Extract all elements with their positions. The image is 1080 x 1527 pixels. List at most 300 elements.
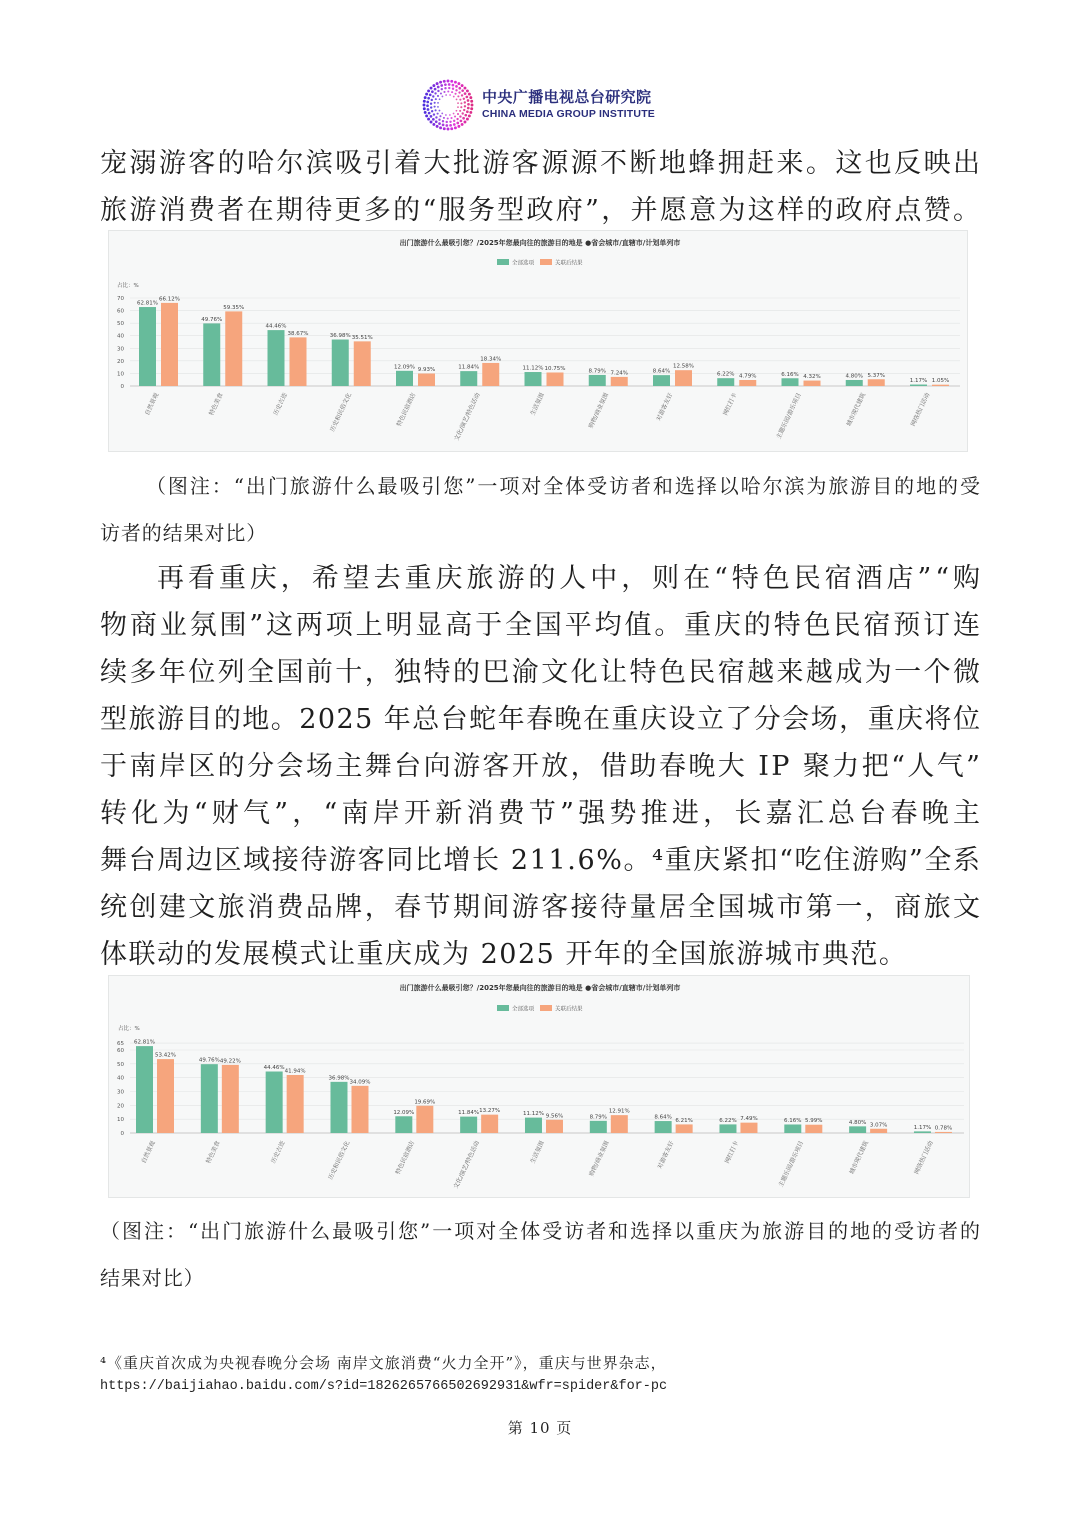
logo-dot: [437, 102, 439, 104]
bar-destination-11: [805, 1125, 822, 1133]
bar-destination-4: [351, 1086, 368, 1133]
bar-all-12: [846, 380, 863, 386]
logo-dot: [467, 107, 470, 110]
logo-dot: [448, 83, 451, 86]
logo-dot: [435, 109, 437, 111]
chart-chongqing-canvas: [108, 975, 970, 1198]
bar-all-8: [590, 1121, 607, 1133]
logo-dot: [454, 81, 457, 84]
logo-dot: [428, 112, 431, 115]
bar-value-label: 5.37%: [867, 372, 885, 379]
bar-value-label: 1.05%: [931, 378, 950, 385]
logo-dot: [441, 113, 443, 115]
y-tick-label: 40: [117, 1075, 124, 1082]
logo-dot: [464, 101, 466, 103]
caption-line: （图注：“出门旅游什么最吸引您”一项对全体受访者和选择以重庆为旅游目的地的受访者的: [100, 1219, 982, 1243]
page-number: 第 10 页: [507, 1419, 573, 1437]
logo-dot: [430, 121, 433, 124]
figure-caption-1: [100, 463, 980, 557]
bar-value-label: 59.35%: [223, 304, 245, 311]
logo-dot: [468, 93, 471, 96]
bar-value-label: 38.67%: [287, 330, 309, 337]
logo-dot: [453, 123, 456, 126]
bar-destination-12: [870, 1129, 887, 1133]
logo-dot: [447, 117, 449, 119]
bar-destination-11: [804, 381, 821, 386]
category-label: 对游客友好: [655, 391, 675, 423]
category-label: 历史古迹: [269, 1139, 287, 1165]
y-axis-label: 占比：%: [117, 283, 139, 289]
category-label: 生活氛围: [529, 391, 546, 417]
bar-value-label: 12.09%: [393, 1109, 415, 1116]
bar-destination-5: [418, 374, 435, 386]
bar-destination-2: [222, 1065, 239, 1133]
logo-dot: [458, 91, 460, 93]
logo-dot: [439, 115, 441, 117]
logo-dot: [445, 94, 447, 96]
logo-dot: [440, 92, 442, 94]
bar-destination-7: [546, 1120, 563, 1133]
bar-value-label: 18.34%: [480, 356, 502, 363]
logo-dot: [423, 104, 426, 107]
text-line: 物商业氛围”这两项上明显高于全国平均值。重庆的特色民宿预订连: [100, 610, 983, 641]
logo-dot: [467, 103, 470, 106]
logo-dot: [463, 109, 465, 111]
caption-line: 结果对比）: [100, 1266, 205, 1290]
logo-dot: [456, 118, 458, 120]
category-label: 特色美食: [208, 391, 225, 417]
logo-dot: [432, 95, 434, 97]
logo-dot: [445, 124, 448, 127]
bar-all-2: [203, 323, 220, 386]
category-label: 自然景观: [143, 391, 161, 417]
bar-destination-13: [935, 1132, 952, 1133]
bar-value-label: 11.84%: [458, 364, 480, 371]
logo-dot: [455, 89, 457, 91]
logo-dot: [462, 117, 465, 120]
bar-value-label: 8.79%: [588, 368, 606, 375]
category-label: 网络热门活动: [913, 1139, 935, 1176]
bar-value-label: 7.24%: [610, 370, 628, 377]
logo-dot: [424, 111, 427, 114]
chart-title: 出门旅游什么最吸引您？/2025年您最向往的旅游目的地是 ●省会城市/直辖市/计划单列市: [399, 984, 681, 992]
logo-dot: [424, 96, 427, 99]
category-label: 历史古迹: [272, 391, 289, 417]
logo-dot: [433, 113, 435, 115]
logo-dot: [454, 93, 456, 95]
logo-dot: [452, 84, 455, 87]
bar-all-13: [910, 385, 927, 386]
logo-dot: [430, 103, 432, 105]
y-tick-label: 10: [117, 1117, 124, 1124]
bar-all-4: [332, 340, 349, 386]
logo-dot: [466, 96, 469, 99]
y-tick-label: 50: [117, 321, 124, 328]
chart-harbin-canvas: [108, 230, 968, 452]
logo-dot: [459, 99, 461, 101]
logo-dot: [434, 92, 436, 94]
logo-dot: [457, 82, 460, 85]
text-line: 舞台周边区域接待游客同比增长 211.6%。⁴重庆紧扣“吃住游购”全系: [100, 845, 982, 876]
logo-dot: [443, 80, 446, 83]
logo-dot: [451, 91, 453, 93]
bar-all-5: [395, 1116, 412, 1133]
bar-all-12: [849, 1126, 866, 1133]
logo-dot: [439, 110, 441, 112]
category-label: 网红打卡: [722, 391, 739, 417]
logo-dot: [446, 121, 448, 123]
chart-harbin-comparison: [108, 230, 968, 452]
logo-dot: [463, 98, 465, 100]
category-label: 特色民宿酒店: [395, 391, 418, 428]
category-label: 历史和民俗文化: [328, 391, 354, 433]
bar-all-6: [460, 1117, 477, 1133]
bar-value-label: 8.64%: [652, 368, 671, 375]
logo-dot: [439, 126, 442, 129]
category-label: 城市现代建筑: [845, 391, 868, 428]
logo-dot: [436, 82, 439, 85]
logo-dot: [455, 85, 458, 88]
bar-value-label: 6.22%: [717, 371, 735, 378]
bar-destination-3: [287, 1075, 304, 1133]
bar-destination-3: [290, 337, 307, 386]
bar-value-label: 5.99%: [805, 1118, 823, 1125]
bar-value-label: 12.09%: [394, 364, 415, 371]
y-tick-label: 40: [117, 333, 124, 340]
bar-value-label: 19.69%: [414, 1099, 436, 1106]
bar-destination-4: [354, 341, 371, 386]
bar-value-label: 8.79%: [589, 1114, 608, 1121]
logo-dot: [437, 90, 439, 92]
bar-value-label: 53.42%: [155, 1052, 176, 1059]
bar-value-label: 49.22%: [219, 1058, 241, 1065]
logo-dot: [466, 89, 469, 92]
logo-dot: [471, 104, 474, 107]
logo-dot: [470, 107, 473, 110]
bar-value-label: 4.79%: [739, 373, 757, 380]
bar-value-label: 11.84%: [458, 1110, 480, 1117]
bar-destination-5: [416, 1106, 433, 1133]
bar-value-label: 49.76%: [201, 316, 223, 323]
logo-dot: [456, 122, 459, 125]
legend-swatch-destination: [540, 259, 552, 265]
bar-value-label: 62.81%: [134, 1039, 155, 1046]
footnote: [100, 1351, 980, 1399]
category-label: 自然景观: [140, 1139, 157, 1165]
logo-icon: [422, 79, 474, 131]
category-label: 文化/演艺/特色活动: [452, 1139, 481, 1191]
bar-value-label: 10.75%: [544, 365, 566, 372]
logo-dot: [464, 105, 466, 107]
logo-dot: [427, 108, 430, 111]
category-label: 特色民宿酒店: [394, 1139, 417, 1176]
body-paragraph-2: [100, 555, 985, 978]
logo-dot: [427, 118, 430, 121]
bar-value-label: 4.80%: [848, 1119, 867, 1126]
logo-dot: [432, 84, 435, 87]
logo-dot: [439, 81, 442, 84]
logo-dot: [468, 114, 471, 117]
logo-dot: [448, 87, 450, 89]
logo-dot: [425, 114, 428, 117]
text-line: 于南岸区的分会场主舞台向游客开放，借助春晚大 IP 聚力把“人气”: [100, 751, 983, 782]
logo-dot: [466, 118, 469, 121]
logo-dot: [426, 104, 429, 107]
bar-all-6: [460, 371, 477, 386]
y-tick-label: 0: [120, 1131, 124, 1137]
bar-destination-9: [676, 1124, 693, 1133]
logo-dot: [450, 80, 453, 83]
bar-value-label: 34.09%: [349, 1079, 371, 1086]
category-label: 历史和民俗文化: [327, 1139, 352, 1181]
logo-dot: [427, 97, 430, 100]
logo-dot: [443, 117, 445, 119]
bar-all-11: [784, 1124, 801, 1133]
bar-value-label: 12.91%: [608, 1108, 630, 1115]
bar-value-label: 1.17%: [913, 1124, 932, 1131]
category-label: 主题乐园/游乐项目: [777, 1139, 806, 1189]
legend-label-all: 全部选项: [512, 1006, 535, 1013]
bar-destination-13: [932, 385, 949, 386]
logo-dot: [434, 88, 437, 91]
logo-dot: [430, 87, 433, 90]
logo-dot: [453, 96, 455, 98]
logo-dot: [437, 113, 439, 115]
logo-dot: [462, 112, 464, 114]
logo-dot: [464, 121, 467, 124]
bar-value-label: 13.27%: [479, 1108, 501, 1115]
y-tick-label: 70: [117, 296, 124, 302]
logo-dot: [461, 89, 464, 92]
legend-label-all: 全部选项: [512, 260, 535, 267]
logo-dot: [453, 113, 455, 115]
logo-dot: [423, 107, 426, 110]
bar-destination-12: [868, 379, 885, 386]
logo-dot: [438, 122, 441, 125]
bar-destination-1: [157, 1059, 174, 1133]
logo-dot: [459, 110, 461, 112]
bar-destination-6: [481, 1115, 498, 1133]
y-tick-label: 30: [117, 346, 124, 353]
logo-dot: [461, 94, 463, 96]
logo-dot: [442, 120, 444, 122]
bar-value-label: 62.81%: [137, 300, 158, 307]
logo-dot: [456, 110, 458, 112]
y-tick-label: 0: [120, 384, 124, 390]
footnote-url: https://baijiahao.baidu.com/s?id=1826265766502692931&wfr=spider&for-pc: [100, 1379, 668, 1394]
bar-all-4: [330, 1082, 347, 1133]
bar-all-1: [136, 1046, 153, 1133]
logo-dot: [434, 106, 436, 108]
logo-dot: [457, 102, 459, 104]
bar-value-label: 4.32%: [803, 374, 821, 381]
logo-dot: [440, 84, 443, 87]
logo-dot: [431, 110, 433, 112]
logo-dot: [430, 115, 433, 118]
org-name-english: CHINA MEDIA GROUP INSTITUTE: [482, 108, 656, 120]
logo-dot: [456, 99, 458, 101]
y-tick-label: 20: [117, 358, 124, 365]
bar-destination-6: [482, 363, 499, 386]
bar-value-label: 7.49%: [740, 1116, 758, 1123]
bar-destination-8: [611, 1115, 628, 1133]
logo-dot: [464, 92, 467, 95]
category-label: 网络热门活动: [909, 391, 932, 428]
bar-value-label: 6.16%: [781, 371, 799, 378]
bar-all-9: [655, 1121, 672, 1133]
bar-value-label: 9.93%: [417, 367, 436, 374]
logo-dot: [445, 114, 447, 116]
logo-dots: [423, 80, 474, 131]
y-tick-label: 60: [117, 308, 124, 315]
bar-value-label: 44.46%: [265, 323, 287, 330]
category-label: 主题乐园/游乐项目: [775, 391, 803, 441]
logo-dot: [449, 114, 451, 116]
logo-dot: [453, 120, 455, 122]
logo-dot: [449, 124, 452, 127]
bar-value-label: 49.76%: [198, 1057, 220, 1064]
category-label: 对游客友好: [656, 1139, 676, 1171]
logo-dot: [447, 128, 450, 131]
bar-destination-10: [740, 1123, 757, 1133]
bar-value-label: 66.12%: [159, 296, 180, 303]
bar-all-7: [525, 372, 542, 386]
body-paragraph-1: [100, 140, 983, 234]
logo-dot: [442, 96, 444, 98]
bar-destination-2: [225, 311, 242, 386]
logo-dot: [432, 118, 435, 121]
legend-label-destination: 关联后结果: [555, 1006, 583, 1013]
logo-dot: [436, 125, 439, 128]
logo-dot: [449, 121, 451, 123]
bar-destination-8: [611, 377, 628, 386]
logo-dot: [454, 115, 456, 117]
logo-dot: [443, 91, 445, 93]
logo-dot: [467, 99, 470, 102]
logo-dot: [437, 106, 439, 108]
logo-dot: [469, 111, 472, 114]
logo-dot: [423, 100, 426, 103]
y-tick-label: 30: [117, 1089, 124, 1096]
logo-dot: [425, 93, 428, 96]
logo-dot: [442, 124, 445, 127]
caption-line: （图注：“出门旅游什么最吸引您”一项对全体受访者和选择以哈尔滨为旅游目的地的受: [146, 474, 982, 498]
bar-value-label: 44.46%: [263, 1065, 285, 1071]
bar-all-1: [139, 307, 156, 386]
logo-dot: [449, 94, 451, 96]
category-label: 生活氛围: [529, 1139, 546, 1165]
bar-value-label: 9.56%: [545, 1113, 564, 1120]
caption-line: 访者的结果对比）: [100, 521, 268, 545]
legend-swatch-destination: [540, 1005, 552, 1011]
logo-dot: [450, 117, 452, 119]
logo-dot: [441, 88, 443, 90]
category-label: 购物/商业氛围: [588, 1139, 611, 1178]
category-label: 城市现代建筑: [848, 1139, 870, 1176]
logo-dot: [464, 114, 467, 117]
y-tick-label: 60: [117, 1048, 124, 1054]
category-label: 文化/演艺/特色活动: [453, 391, 482, 443]
logo-dot: [457, 113, 459, 115]
bar-value-label: 11.12%: [522, 365, 544, 372]
logo-dot: [457, 95, 459, 97]
bar-all-3: [266, 1072, 283, 1134]
bar-value-label: 4.80%: [845, 373, 863, 380]
logo-dot: [431, 90, 434, 93]
org-name-chinese: 中央广播电视总台研究院: [482, 88, 652, 106]
text-line: 型旅游目的地。2025 年总台蛇年春晚在重庆设立了分会场，重庆将位: [100, 704, 982, 735]
logo-dot: [457, 125, 460, 128]
bar-value-label: 0.78%: [934, 1125, 953, 1132]
logo-dot: [457, 106, 459, 108]
logo-dot: [460, 102, 462, 104]
bar-value-label: 36.98%: [329, 333, 351, 340]
logo-dot: [435, 120, 438, 123]
text-line: 转化为“财气”，“南岸开新消费节”强势推进，长嘉汇总台春晚主: [100, 798, 985, 829]
logo-dot: [447, 80, 450, 83]
bar-all-5: [396, 371, 413, 386]
logo-dot: [466, 110, 469, 113]
logo-dot: [444, 87, 446, 89]
bar-all-10: [717, 378, 734, 386]
logo-dot: [435, 98, 437, 100]
text-line: 宠溺游客的哈尔滨吸引着大批游客源源不断地蜂拥赶来。这也反映出: [100, 148, 983, 179]
logo-dot: [470, 100, 473, 103]
logo-dot: [437, 86, 440, 89]
y-tick-label: 20: [117, 1103, 124, 1110]
logo-dot: [437, 95, 439, 97]
logo-dot: [458, 87, 461, 90]
category-label: 特色美食: [205, 1139, 222, 1165]
bar-value-label: 41.94%: [284, 1068, 306, 1075]
logo-dot: [459, 115, 461, 117]
logo-dot: [431, 99, 433, 101]
text-line: 再看重庆，希望去重庆旅游的人中，则在“特色民宿酒店”“购: [157, 563, 984, 594]
logo-dot: [460, 120, 463, 123]
bar-destination-9: [675, 370, 692, 386]
bar-all-7: [525, 1118, 542, 1133]
bar-all-13: [914, 1131, 931, 1133]
bar-value-label: 1.17%: [909, 378, 928, 385]
logo-dot: [430, 106, 432, 108]
bar-all-9: [653, 375, 670, 386]
bar-value-label: 36.98%: [328, 1075, 350, 1082]
legend-label-destination: 关联后结果: [555, 260, 583, 267]
bar-destination-1: [161, 303, 178, 386]
chart-title: 出门旅游什么最吸引您？/2025年您最向往的旅游目的地是 ●省会城市/直辖市/计划单列市: [399, 239, 681, 247]
logo-dot: [427, 89, 430, 92]
logo-dot: [429, 93, 432, 96]
logo-dot: [443, 127, 446, 130]
category-label: 购物/商业氛围: [587, 391, 611, 430]
logo-dot: [469, 96, 472, 99]
legend-swatch-all: [497, 1005, 509, 1011]
bar-destination-10: [739, 380, 756, 386]
bar-all-10: [719, 1124, 736, 1133]
logo-dot: [439, 98, 441, 100]
bar-all-3: [268, 330, 285, 386]
text-line: 旅游消费者在期待更多的“服务型政府”，并愿意为这样的政府点赞。: [100, 195, 983, 226]
bar-value-label: 35.51%: [351, 334, 373, 341]
bar-all-8: [589, 375, 606, 386]
bar-value-label: 6.22%: [719, 1117, 737, 1124]
legend-swatch-all: [497, 259, 509, 265]
logo-dot: [461, 84, 464, 87]
chart-chongqing-comparison: [108, 975, 970, 1198]
logo-dot: [426, 101, 429, 104]
logo-dot: [452, 88, 454, 90]
category-label: 网红打卡: [723, 1139, 741, 1165]
